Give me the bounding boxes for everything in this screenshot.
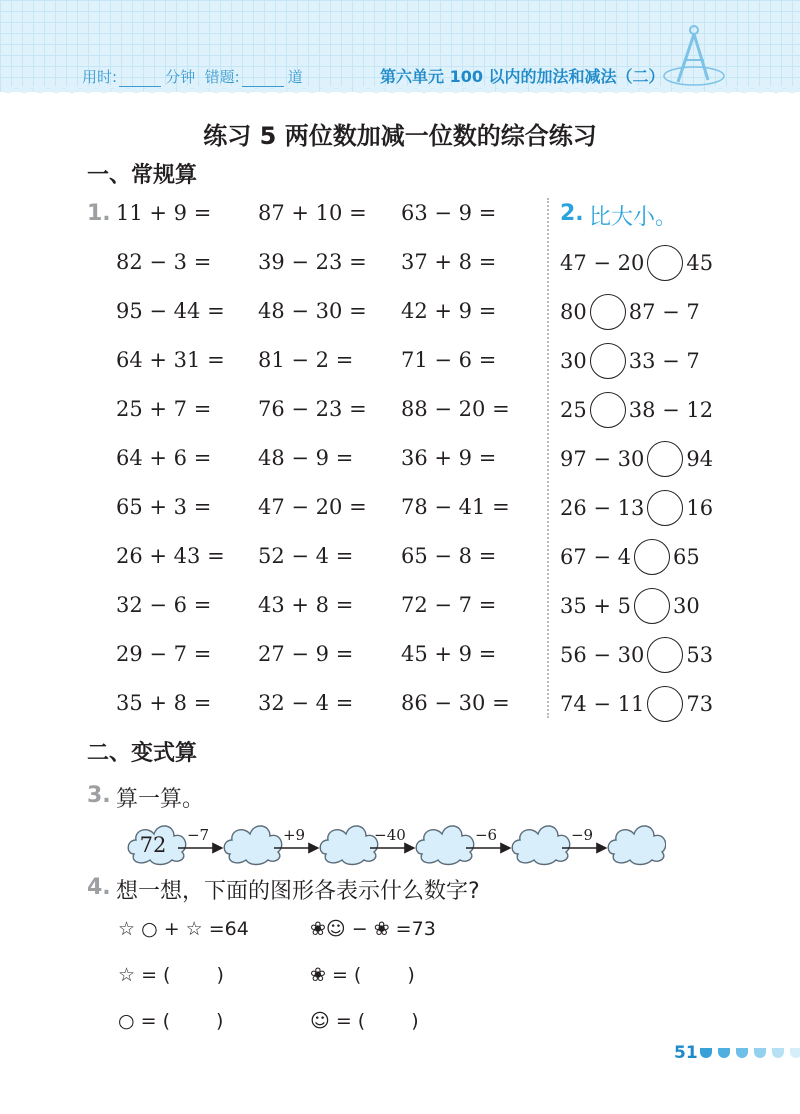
- dot: [754, 1048, 766, 1058]
- comparison-circle-blank[interactable]: [634, 539, 670, 575]
- arithmetic-problem: 72 − 7 =: [401, 593, 497, 617]
- page-dots-decoration: [700, 1048, 800, 1058]
- arithmetic-problem: 39 − 23 =: [258, 250, 367, 274]
- section-title-variant: 二、变式算: [87, 741, 198, 766]
- time-unit: 分钟: [165, 68, 196, 86]
- cloud-blank[interactable]: [224, 826, 281, 865]
- dot: [772, 1048, 784, 1058]
- arithmetic-problem: 47 − 20 =: [258, 495, 367, 519]
- comparison-right: 65: [673, 545, 700, 569]
- answer-flower: [310, 964, 415, 986]
- answer-smile: [310, 1010, 419, 1032]
- arithmetic-problem: 86 − 30 =: [401, 691, 510, 715]
- comparison-row: [560, 686, 713, 722]
- arithmetic-problem: 32 − 4 =: [258, 691, 354, 715]
- comparison-row: [560, 441, 713, 477]
- comparison-circle-blank[interactable]: [634, 588, 670, 624]
- cloud-blank[interactable]: [512, 826, 569, 865]
- page-title: 练习 5 两位数加减一位数的综合练习: [203, 122, 597, 150]
- comparison-left: 26 − 13: [560, 496, 645, 520]
- header-time-errors: [82, 66, 303, 87]
- comparison-circle-blank[interactable]: [590, 294, 626, 330]
- answer-star: [118, 964, 224, 986]
- comparison-row: [560, 245, 713, 281]
- comparison-left: 67 − 4: [560, 545, 632, 569]
- arithmetic-problem: 87 + 10 =: [258, 201, 367, 225]
- arithmetic-problem: 37 + 8 =: [401, 250, 497, 274]
- arithmetic-problem: 88 − 20 =: [401, 397, 510, 421]
- dot: [736, 1048, 748, 1058]
- comparison-row: [560, 343, 700, 379]
- arithmetic-problem: 48 − 9 =: [258, 446, 354, 470]
- question-1-number: 1.: [87, 201, 111, 226]
- comparison-right: 87 − 7: [628, 300, 700, 324]
- answer-star-label: ☆ = (: [118, 964, 171, 986]
- arithmetic-problem: 36 + 9 =: [401, 446, 497, 470]
- comparison-left: 97 − 30: [560, 447, 645, 471]
- comparison-circle-blank[interactable]: [590, 392, 626, 428]
- chain-op: −7: [186, 826, 210, 844]
- comparison-left: 47 − 20: [560, 251, 645, 275]
- comparison-circle-blank[interactable]: [647, 245, 683, 281]
- question-4-number: 4.: [87, 875, 111, 900]
- cloud-blank[interactable]: [608, 826, 665, 865]
- comparison-row: [560, 294, 700, 330]
- close-paren: ): [216, 1010, 224, 1032]
- answer-flower-label: ❀ = (: [310, 964, 362, 986]
- arithmetic-problem: 71 − 6 =: [401, 348, 497, 372]
- arithmetic-problem: 32 − 6 =: [116, 593, 212, 617]
- cloud-blank[interactable]: [416, 826, 473, 865]
- arithmetic-problem: 64 + 6 =: [116, 446, 212, 470]
- answer-circle-label: ○ = (: [118, 1010, 170, 1032]
- comparison-circle-blank[interactable]: [647, 490, 683, 526]
- arithmetic-problem: 29 − 7 =: [116, 642, 212, 666]
- question-2-text: 比大小。: [589, 205, 678, 230]
- errors-unit: 道: [287, 68, 303, 86]
- arithmetic-problem: 35 + 8 =: [116, 691, 212, 715]
- arithmetic-problem: 64 + 31 =: [116, 348, 225, 372]
- comparison-right: 38 − 12: [628, 398, 714, 422]
- comparison-row: [560, 637, 713, 673]
- cloud-blank[interactable]: [320, 826, 377, 865]
- dot: [790, 1048, 800, 1058]
- arithmetic-problem: 11 + 9 =: [116, 201, 212, 225]
- comparison-left: 80: [560, 300, 587, 324]
- answer-smile-label: ☺ = (: [310, 1010, 366, 1032]
- arithmetic-problem: 27 − 9 =: [258, 642, 354, 666]
- chain-op: −40: [374, 826, 406, 844]
- compass-icon: [658, 20, 730, 92]
- comparison-circle-blank[interactable]: [647, 637, 683, 673]
- errors-label: 错题:: [204, 68, 240, 86]
- chain-start-value: 72: [139, 833, 167, 857]
- shape-equation-2: ❀☺ − ❀ =73: [310, 918, 436, 940]
- calculation-chain: [126, 818, 666, 868]
- comparison-circle-blank[interactable]: [647, 686, 683, 722]
- arithmetic-problem: 65 + 3 =: [116, 495, 212, 519]
- arithmetic-problem: 78 − 41 =: [401, 495, 510, 519]
- arithmetic-problem: 43 + 8 =: [258, 593, 354, 617]
- arithmetic-problem: 95 − 44 =: [116, 299, 225, 323]
- arithmetic-problem: 48 − 30 =: [258, 299, 367, 323]
- comparison-left: 30: [560, 349, 587, 373]
- arithmetic-problem: 42 + 9 =: [401, 299, 497, 323]
- comparison-right: 16: [686, 496, 714, 520]
- section-title-regular: 一、常规算: [87, 163, 198, 188]
- comparison-right: 53: [686, 643, 714, 667]
- arithmetic-problem: 81 − 2 =: [258, 348, 354, 372]
- chain-op: −6: [474, 826, 498, 844]
- comparison-circle-blank[interactable]: [647, 441, 683, 477]
- chain-op: +9: [282, 826, 306, 844]
- unit-title: 第六单元 100 以内的加法和减法（二）: [380, 67, 665, 86]
- errors-blank: [242, 72, 284, 87]
- question-3-text: 算一算。: [116, 787, 205, 812]
- arithmetic-problem: 25 + 7 =: [116, 397, 212, 421]
- close-paren: ): [407, 964, 415, 986]
- comparison-left: 25: [560, 398, 587, 422]
- time-blank: [119, 72, 161, 87]
- comparison-left: 35 + 5: [560, 594, 632, 618]
- question-3-number: 3.: [87, 783, 111, 808]
- arithmetic-problem: 63 − 9 =: [401, 201, 497, 225]
- question-4-text: 想一想，下面的图形各表示什么数字?: [116, 879, 480, 904]
- comparison-row: [560, 539, 700, 575]
- dot: [700, 1048, 712, 1058]
- page-number: 51: [674, 1043, 698, 1063]
- comparison-row: [560, 392, 713, 428]
- comparison-right: 94: [686, 447, 714, 471]
- comparison-circle-blank[interactable]: [590, 343, 626, 379]
- arithmetic-problem: 52 − 4 =: [258, 544, 354, 568]
- comparison-right: 30: [673, 594, 700, 618]
- arithmetic-problem: 65 − 8 =: [401, 544, 497, 568]
- chain-op: −9: [570, 826, 594, 844]
- column-divider: [547, 198, 549, 718]
- comparison-right: 45: [686, 251, 714, 275]
- close-paren: ): [411, 1010, 419, 1032]
- arithmetic-problem: 45 + 9 =: [401, 642, 497, 666]
- comparison-row: [560, 588, 700, 624]
- arithmetic-problem: 76 − 23 =: [258, 397, 367, 421]
- comparison-left: 74 − 11: [560, 692, 645, 716]
- comparison-left: 56 − 30: [560, 643, 645, 667]
- arithmetic-problem: 26 + 43 =: [116, 544, 225, 568]
- dot: [718, 1048, 730, 1058]
- question-2-number: 2.: [560, 201, 584, 226]
- comparison-right: 33 − 7: [628, 349, 700, 373]
- comparison-right: 73: [686, 692, 714, 716]
- arithmetic-problem: 82 − 3 =: [116, 250, 212, 274]
- close-paren: ): [216, 964, 224, 986]
- answer-circle: [118, 1010, 223, 1032]
- comparison-row: [560, 490, 713, 526]
- time-label: 用时:: [82, 68, 118, 86]
- shape-equation-1: ☆ ○ + ☆ =64: [118, 918, 249, 940]
